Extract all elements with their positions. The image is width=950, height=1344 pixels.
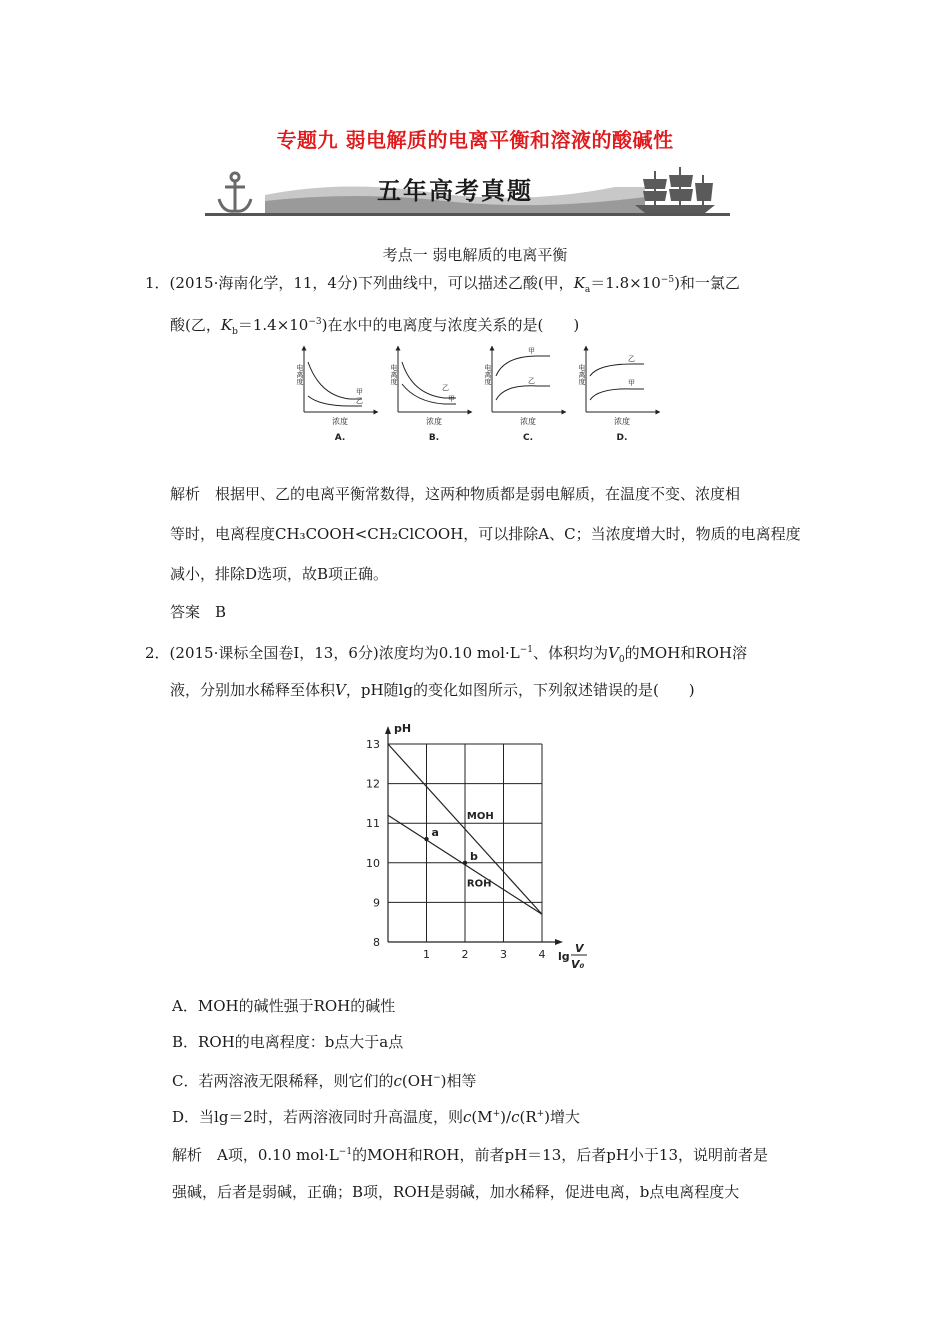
q2-option-d[interactable] bbox=[172, 1096, 580, 1135]
y-tick-label: 10 bbox=[366, 856, 380, 870]
q1-analysis-3: 减小，排除D选项，故B项正确。 bbox=[170, 565, 389, 583]
option-letter: B. bbox=[428, 433, 440, 443]
option-text: C．若两溶液无限稀释，则它们的 bbox=[172, 1072, 394, 1090]
x-tick-label: 1 bbox=[423, 948, 430, 961]
curve-label: 乙 bbox=[442, 384, 449, 392]
option-text: D．当lg＝2时，若两溶液同时升高温度，则 bbox=[172, 1108, 463, 1126]
x-axis-label: 浓度 bbox=[426, 417, 442, 426]
option-chart-a bbox=[296, 348, 376, 443]
q1-text: 酸(乙， bbox=[170, 316, 221, 334]
option-text: (M bbox=[471, 1108, 493, 1126]
exponent: −1 bbox=[338, 1147, 353, 1157]
curve-label: 乙 bbox=[356, 397, 363, 405]
exponent: −1 bbox=[519, 645, 533, 655]
q1-answer: 答案 B bbox=[170, 603, 227, 621]
curve-label: 乙 bbox=[528, 377, 535, 385]
series-label-roh: ROH bbox=[466, 878, 492, 890]
option-chart-c bbox=[484, 347, 564, 443]
v-symbol: V bbox=[335, 681, 346, 699]
charge: − bbox=[433, 1073, 441, 1083]
q2-text: 的MOH和ROH溶 bbox=[624, 644, 747, 662]
ship-icon bbox=[635, 167, 715, 213]
q1-text: ＝1.8×10 bbox=[590, 274, 661, 292]
v0-subscript: 0 bbox=[618, 655, 625, 665]
banner-rule bbox=[205, 213, 730, 216]
ph-dilution-chart bbox=[355, 712, 600, 982]
curve-lower bbox=[308, 396, 362, 406]
x-axis-label: 浓度 bbox=[332, 417, 348, 426]
q1-analysis-1: 解析 根据甲、乙的电离平衡常数得，这两种物质都是弱电解质，在温度不变、浓度相 bbox=[170, 485, 741, 503]
option-letter: A. bbox=[334, 433, 346, 443]
curve-label: 甲 bbox=[628, 379, 635, 387]
x-axis-label: 浓度 bbox=[520, 417, 536, 426]
option-text: )相等 bbox=[440, 1072, 477, 1090]
option-chart-d bbox=[578, 348, 658, 443]
point-a bbox=[424, 837, 428, 841]
q2-option-b[interactable]: B．ROH的电离程度：b点大于a点 bbox=[172, 1033, 404, 1051]
anchor-icon bbox=[219, 173, 251, 211]
y-axis-label: 电离度 bbox=[390, 364, 398, 385]
c-symbol: c bbox=[462, 1108, 472, 1126]
option-text: )增大 bbox=[544, 1108, 581, 1126]
x-axis-label: 浓度 bbox=[614, 417, 630, 426]
curve-upper bbox=[496, 356, 550, 376]
x-tick-label: 4 bbox=[538, 948, 546, 961]
section-banner bbox=[205, 165, 730, 220]
series-label-moh: MOH bbox=[466, 811, 494, 823]
q1-line-1 bbox=[145, 262, 740, 308]
q1-text: )和一氯乙 bbox=[674, 274, 740, 292]
q1-text: 1．(2015·海南化学，11，4分)下列曲线中，可以描述乙酸(甲， bbox=[145, 274, 574, 292]
charge: + bbox=[492, 1109, 501, 1119]
document-title: 专题九 弱电解质的电离平衡和溶液的酸碱性 bbox=[276, 128, 674, 152]
y-axis-label: 电离度 bbox=[578, 364, 586, 385]
y-tick-label: 11 bbox=[366, 817, 380, 831]
x-axis-title-denominator: V₀ bbox=[571, 958, 585, 971]
option-letter: C. bbox=[522, 433, 534, 443]
banner-title: 五年高考真题 bbox=[377, 177, 533, 205]
curve-upper bbox=[308, 362, 362, 399]
q1-option-charts bbox=[290, 344, 660, 444]
option-text: (OH bbox=[401, 1072, 434, 1090]
analysis-text: 解析 A项，0.10 mol·L bbox=[172, 1146, 339, 1164]
y-tick-label: 9 bbox=[373, 896, 380, 910]
curve-lower bbox=[496, 386, 550, 400]
exponent: −3 bbox=[308, 317, 322, 327]
y-tick-label: 13 bbox=[366, 738, 380, 751]
q1-text: )在水中的电离度与浓度关系的是( ) bbox=[321, 316, 580, 334]
kb-subscript: b bbox=[232, 327, 238, 337]
q2-text: 液，分别加水稀释至体积 bbox=[170, 681, 336, 699]
q1-text: ＝1.4×10 bbox=[237, 316, 309, 334]
x-axis-title-numerator: V bbox=[575, 942, 584, 955]
y-axis-label: 电离度 bbox=[484, 364, 492, 385]
ka-subscript: a bbox=[584, 285, 591, 295]
y-axis-label: 电离度 bbox=[296, 364, 304, 385]
q2-text: 、体积均为 bbox=[532, 644, 608, 662]
q2-line-2 bbox=[170, 672, 695, 708]
curve-label: 乙 bbox=[628, 355, 635, 363]
point-label-b: b bbox=[470, 849, 478, 863]
y-tick-label: 12 bbox=[366, 777, 380, 791]
q1-analysis-2: 等时，电离程度CH₃COOH<CH₂ClCOOH，可以排除A、C；当浓度增大时，物质的电离程度 bbox=[170, 525, 801, 543]
exponent: −5 bbox=[660, 275, 675, 285]
q2-analysis-2: 强碱，后者是弱碱，正确；B项，ROH是弱碱，加水稀释，促进电离，b点电离程度大 bbox=[172, 1183, 740, 1201]
kb-symbol: K bbox=[220, 316, 233, 334]
x-tick-label: 3 bbox=[500, 948, 507, 961]
curve-label: 甲 bbox=[528, 347, 535, 355]
option-text: (R bbox=[519, 1108, 537, 1126]
q2-text: ，pH随lg的变化如图所示，下列叙述错误的是( ) bbox=[345, 681, 695, 699]
c-symbol: c bbox=[393, 1072, 402, 1090]
charge: + bbox=[536, 1109, 545, 1119]
curve-label: 甲 bbox=[356, 388, 363, 396]
x-axis-arrow bbox=[555, 939, 563, 945]
v0-symbol: V bbox=[608, 644, 619, 662]
option-text: )/ bbox=[500, 1108, 512, 1126]
y-axis-arrow bbox=[385, 726, 391, 734]
q2-text: 2．(2015·课标全国卷Ⅰ，13，6分)浓度均为0.10 mol·L bbox=[145, 644, 520, 662]
q2-option-c[interactable] bbox=[172, 1060, 477, 1099]
curve-lower bbox=[590, 389, 644, 400]
option-chart-b bbox=[390, 348, 470, 443]
q2-option-a[interactable]: A．MOH的碱性强于ROH的碱性 bbox=[172, 997, 396, 1015]
option-letter: D. bbox=[616, 433, 628, 443]
x-tick-label: 2 bbox=[461, 948, 469, 961]
y-tick-label: 8 bbox=[373, 936, 380, 949]
point-label-a: a bbox=[431, 826, 439, 840]
ka-symbol: K bbox=[573, 274, 585, 292]
point-b bbox=[463, 861, 467, 865]
y-axis-title: pH bbox=[394, 722, 412, 735]
c-symbol: c bbox=[511, 1108, 520, 1126]
curve-label: 甲 bbox=[448, 395, 455, 403]
q2-analysis-1 bbox=[172, 1134, 768, 1173]
section-heading: 考点一 弱电解质的电离平衡 bbox=[382, 246, 568, 264]
x-axis-title-prefix: lg bbox=[558, 950, 570, 963]
curve-upper bbox=[590, 364, 644, 376]
analysis-text: 的MOH和ROH，前者pH＝13，后者pH小于13，说明前者是 bbox=[352, 1146, 769, 1164]
